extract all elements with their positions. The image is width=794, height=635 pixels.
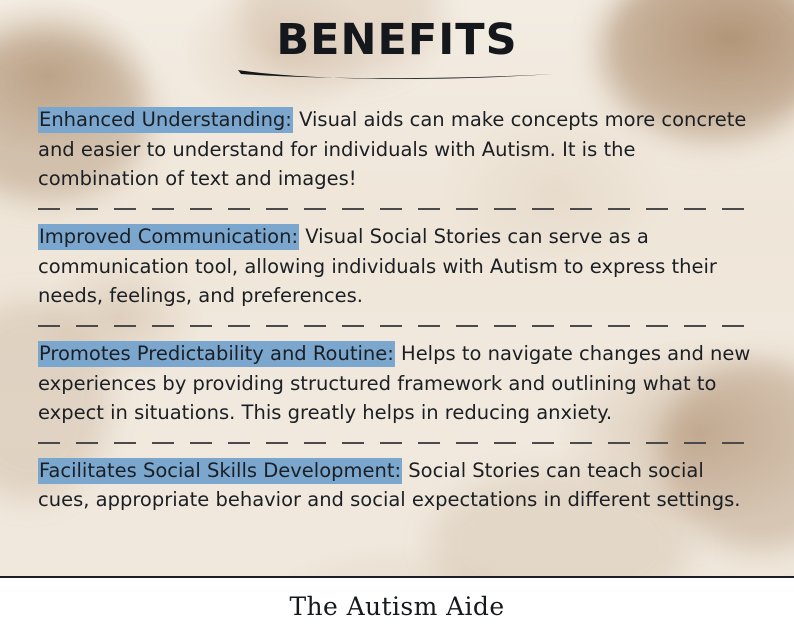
list-item xyxy=(38,456,756,521)
benefit-heading: Promotes Predictability and Routine: xyxy=(39,341,394,365)
benefit-heading: Improved Communication: xyxy=(39,225,299,249)
list-item xyxy=(38,222,756,317)
benefit-heading: Facilitates Social Skills Development: xyxy=(39,458,402,482)
benefit-paragraph xyxy=(38,456,756,515)
divider xyxy=(38,325,756,327)
list-item xyxy=(38,339,756,434)
title-underline-swoosh xyxy=(232,65,562,83)
benefit-paragraph xyxy=(38,339,756,428)
list-item xyxy=(38,105,756,200)
benefits-list xyxy=(38,105,756,521)
benefit-paragraph xyxy=(38,222,756,311)
footer xyxy=(0,578,794,635)
divider xyxy=(38,442,756,444)
benefit-body: Helps to navigate changes and new experiences by providing structured framework and outlining what to expect in situations. This greatly helps in reducing anxiety. xyxy=(38,341,751,425)
footer-brand: The Autism Aide xyxy=(289,592,505,621)
divider xyxy=(38,208,756,210)
benefit-body: Visual Social Stories can serve as a communication tool, allowing individuals with Autism to express their needs, feelings, and preferences. xyxy=(38,225,717,308)
benefit-paragraph xyxy=(38,105,756,194)
title-block xyxy=(0,0,794,83)
benefit-heading: Enhanced Understanding: xyxy=(39,108,292,132)
benefit-body: Social Stories can teach social cues, appropriate behavior and social expectations in different settings. xyxy=(38,458,741,512)
benefit-body: Visual aids can make concepts more concrete and easier to understand for individuals with Autism. It is the combination of text and images! xyxy=(38,108,747,191)
page-title: BENEFITS xyxy=(276,15,518,65)
